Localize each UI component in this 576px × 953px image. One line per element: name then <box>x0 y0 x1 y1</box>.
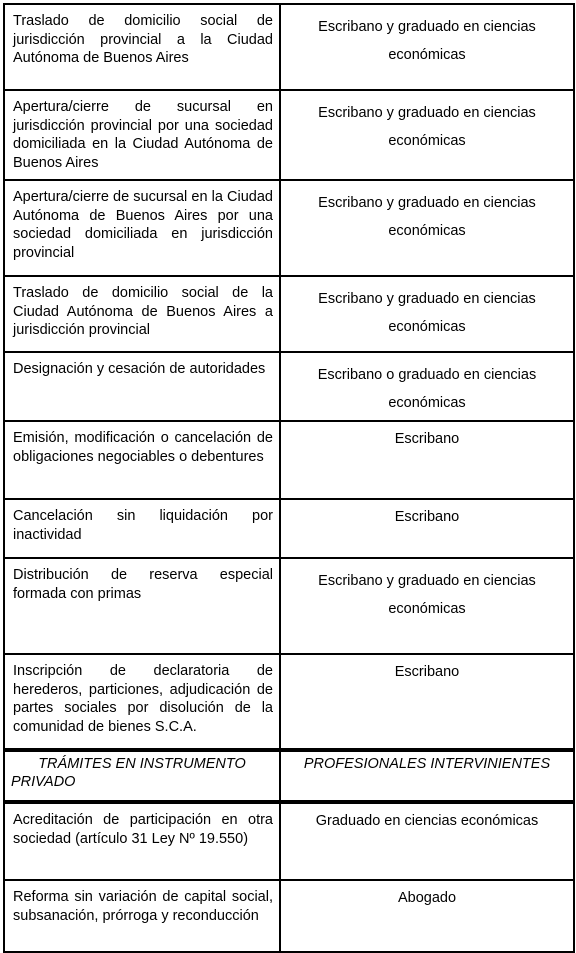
header-tramites: TRÁMITES EN INSTRUMENTO PRIVADO <box>4 750 280 802</box>
tramite-cell: Traslado de domicilio social de jurisdicción provincial a la Ciudad Autónoma de Buenos Aires <box>4 4 280 90</box>
header-profesionales: PROFESIONALES INTERVINIENTES <box>280 750 574 802</box>
profesional-cell: Graduado en ciencias económicas <box>280 802 574 880</box>
profesional-cell: Escribano <box>280 654 574 750</box>
profesional-cell: Escribano o graduado en ciencias económicas <box>280 352 574 421</box>
profesional-cell: Abogado <box>280 880 574 952</box>
tramite-cell: Traslado de domicilio social de la Ciudad Autónoma de Buenos Aires a jurisdicción provincial <box>4 276 280 352</box>
table-row <box>4 880 574 952</box>
tramite-cell: Emisión, modificación o cancelación de obligaciones negociables o debentures <box>4 421 280 499</box>
tramite-cell: Reforma sin variación de capital social, subsanación, prórroga y reconducción <box>4 880 280 952</box>
tramite-cell: Apertura/cierre de sucursal en jurisdicción provincial por una sociedad domiciliada en la Ciudad Autónoma de Buenos Aires <box>4 90 280 180</box>
tramites-table <box>3 3 575 953</box>
tramite-cell: Inscripción de declaratoria de herederos, particiones, adjudicación de partes sociales por disolución de la comunidad de bienes S.C.A. <box>4 654 280 750</box>
profesional-cell: Escribano y graduado en ciencias económicas <box>280 276 574 352</box>
table-row <box>4 499 574 558</box>
tramite-cell: Cancelación sin liquidación por inactividad <box>4 499 280 558</box>
profesional-cell: Escribano y graduado en ciencias económicas <box>280 558 574 654</box>
profesional-cell: Escribano y graduado en ciencias económicas <box>280 90 574 180</box>
profesional-cell: Escribano y graduado en ciencias económicas <box>280 4 574 90</box>
table-row <box>4 654 574 750</box>
table-row <box>4 558 574 654</box>
tramite-cell: Acreditación de participación en otra sociedad (artículo 31 Ley Nº 19.550) <box>4 802 280 880</box>
table-row <box>4 352 574 421</box>
table-row <box>4 4 574 90</box>
table-row <box>4 276 574 352</box>
section-header-row <box>4 750 574 802</box>
table-row <box>4 802 574 880</box>
profesional-cell: Escribano <box>280 421 574 499</box>
tramite-cell: Distribución de reserva especial formada con primas <box>4 558 280 654</box>
profesional-cell: Escribano <box>280 499 574 558</box>
tramite-cell: Apertura/cierre de sucursal en la Ciudad Autónoma de Buenos Aires por una sociedad domiciliada en jurisdicción provincial <box>4 180 280 276</box>
table-row <box>4 180 574 276</box>
profesional-cell: Escribano y graduado en ciencias económicas <box>280 180 574 276</box>
table-row <box>4 421 574 499</box>
tramite-cell: Designación y cesación de autoridades <box>4 352 280 421</box>
table-row <box>4 90 574 180</box>
